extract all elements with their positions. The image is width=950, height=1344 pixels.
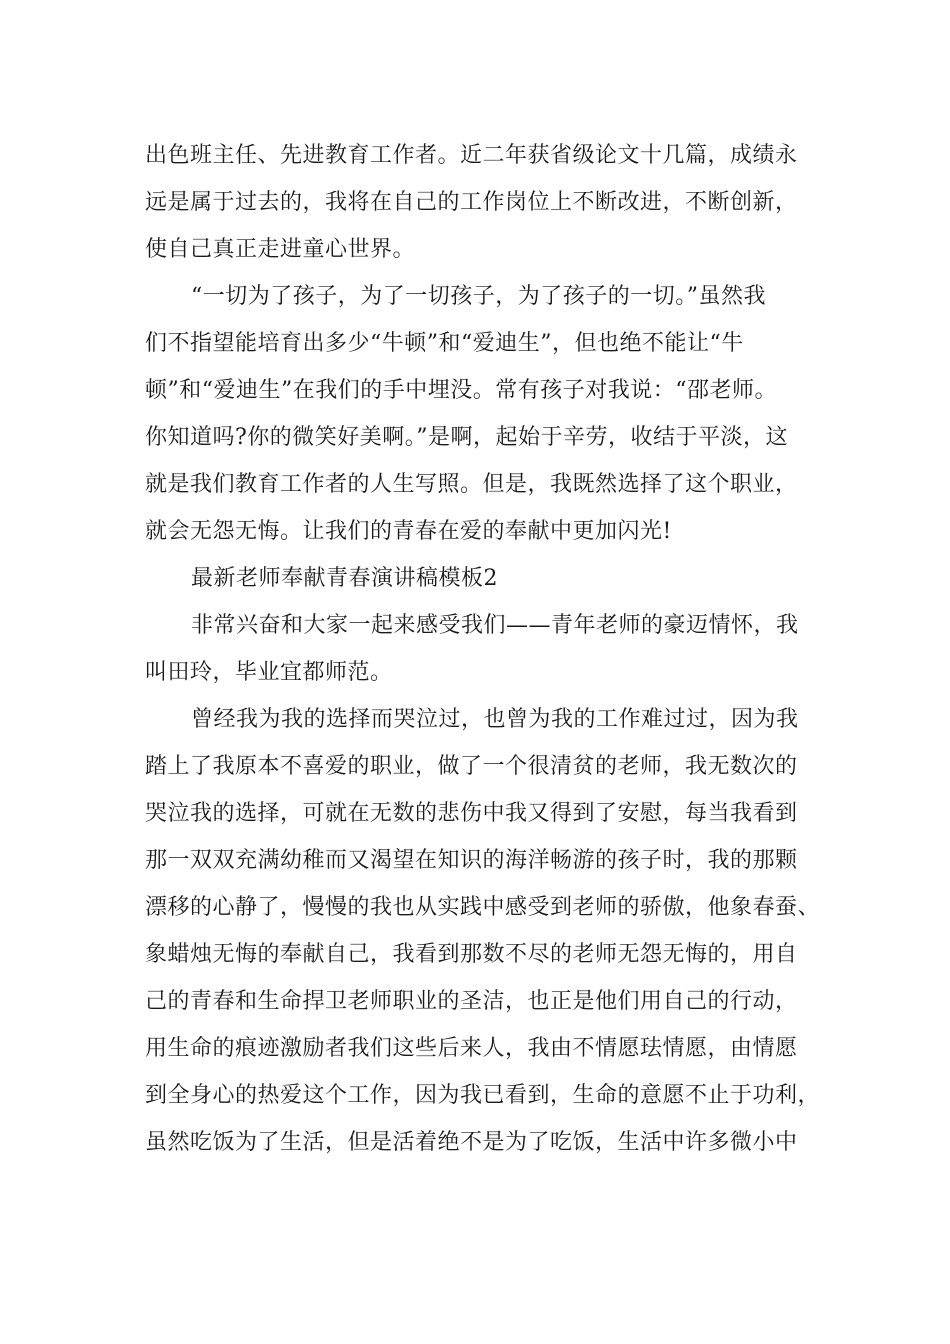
text-line: “一切为了孩子，为了一切孩子，为了孩子的一切。”虽然我 [191,284,766,309]
text-line: 就是我们教育工作者的人生写照。但是，我既然选择了这个职业， [145,472,798,497]
text-line: 们不指望能培育出多少“牛顿”和“爱迪生”，但也绝不能让“牛 [145,331,744,356]
paragraph-2 [145,273,815,555]
text-line: 你知道吗?你的微笑好美啊。”是啊，起始于辛劳，收结于平淡，这 [145,425,789,450]
section-heading: 最新老师奉献青春演讲稿模板2 [191,566,498,591]
text-line: 非常兴奋和大家一起来感受我们——青年老师的豪迈情怀，我 [191,613,799,638]
text-line: 使自己真正走进童心世界。 [145,237,416,262]
paragraph-4 [145,696,821,1166]
text-line: 漂移的心静了，慢慢的我也从实践中感受到老师的骄傲，他象春蚕、 [145,895,821,920]
paragraph-3 [145,602,815,696]
text-line: 叫田玲，毕业宜都师范。 [145,660,393,685]
text-line: 象蜡烛无悔的奉献自己，我看到那数不尽的老师无怨无悔的，用自 [145,942,798,967]
text-line: 那一双双充满幼稚而又渴望在知识的海洋畅游的孩子时，我的那颗 [145,848,798,873]
text-line: 就会无怨无悔。让我们的青春在爱的奉献中更加闪光! [145,519,672,544]
text-line: 哭泣我的选择，可就在无数的悲伤中我又得到了安慰，每当我看到 [145,801,798,826]
text-line: 远是属于过去的，我将在自己的工作岗位上不断改进，不断创新， [145,190,798,215]
paragraph-1 [145,132,815,273]
text-line: 用生命的痕迹激励者我们这些后来人，我由不情愿珐情愿，由情愿 [145,1036,798,1061]
text-line: 己的青春和生命捍卫老师职业的圣洁，也正是他们用自己的行动， [145,989,798,1014]
text-line: 出色班主任、先进教育工作者。近二年获省级论文十几篇，成绩永 [145,143,798,168]
text-line: 到全身心的热爱这个工作，因为我已看到，生命的意愿不止于功利， [145,1083,821,1108]
document-body [145,132,821,1166]
text-line: 虽然吃饭为了生活，但是活着绝不是为了吃饭，生活中许多微小中 [145,1130,798,1155]
text-line: 曾经我为我的选择而哭泣过，也曾为我的工作难过过，因为我 [191,707,799,732]
text-line: 踏上了我原本不喜爱的职业，做了一个很清贫的老师，我无数次的 [145,754,798,779]
text-line: 顿”和“爱迪生”在我们的手中埋没。常有孩子对我说：“邵老师。 [145,378,777,403]
